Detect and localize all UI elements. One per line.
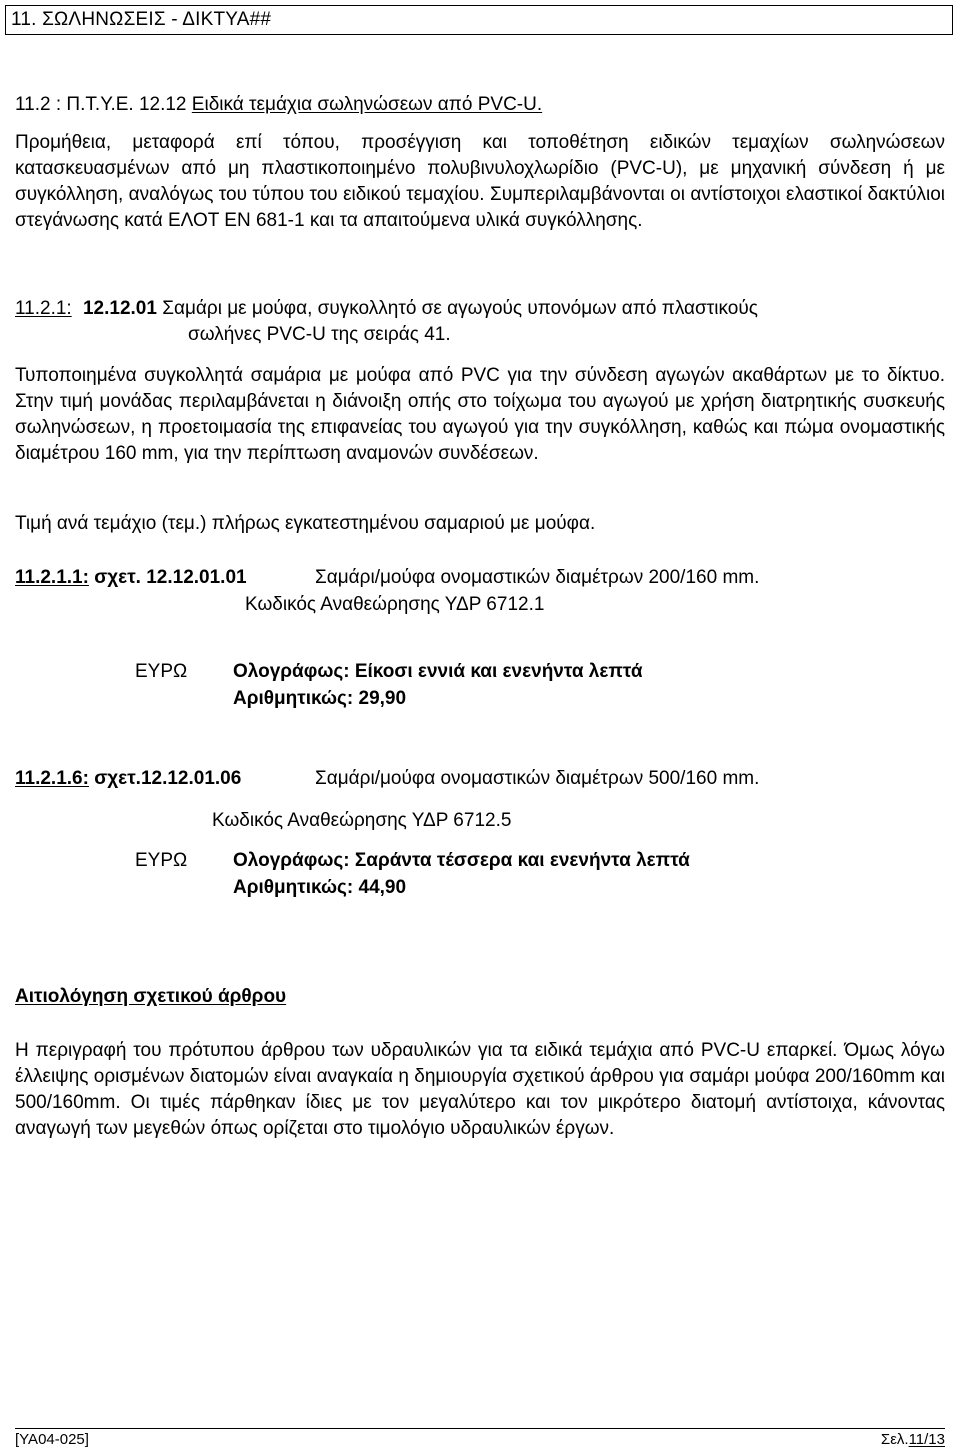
subsection-ref: 12.12.01 — [82, 298, 157, 319]
item-2-currency: ΕΥΡΩ — [135, 850, 188, 871]
justification-text: Η περιγραφή του πρότυπου άρθρου των υδραυλικών για τα ειδικά τεμάχια από PVC-U επαρκεί. Όμως λόγω έλλειψης ορισμένων διατομών είναι αναγκαία η δημιουργία σχετικού άρθρου για σαμάρι μούφα 200/160mm και 500/160mm. Οι τιμές πάρθηκαν ίδιες με τον μεγαλύτερο και τον μικρότερο διατομή αντίστοιχα, κάνοντας αναγωγή των μεγεθών όπως ορίζεται στο τιμολόγιο υδραυλικών έργων. — [15, 1040, 945, 1139]
footer-doc-code: [ΥΑ04-025] — [15, 1431, 89, 1448]
item-2-numeric-label: Αριθμητικώς: — [233, 877, 354, 898]
subsection-heading — [15, 296, 758, 322]
item-2-number: 11.2.1.6: — [15, 768, 89, 789]
chapter-title: 11. ΣΩΛΗΝΩΣΕΙΣ - ΔΙΚΤΥΑ## — [5, 5, 953, 35]
subsection-description: Τυποποιημένα συγκολλητά σαμάρια με μούφα από PVC για την σύνδεση αγωγών ακαθάρτων με το δίκτυο. Στην τιμή μονάδας περιλαμβάνεται η διάνοιξη οπής στο τοίχωμα του αγωγού με χρήση διατρητικής συσκευής σωληνώσεων, η προετοιμασία της επιφανείας του αγωγού για την συγκόλληση, καθώς και πώμα ονομαστικής διαμέτρου 160 mm, για την περίπτωση αναμονών συνδέσεων. — [15, 365, 945, 464]
subsection-title-line2: σωλήνες PVC-U της σειράς 41. — [188, 324, 451, 345]
footer-page-label: Σελ. — [880, 1431, 909, 1448]
section-heading — [15, 92, 542, 118]
item-2-heading — [15, 766, 241, 792]
item-2-words-value: Σαράντα τέσσερα και ενενήντα λεπτά — [354, 850, 690, 871]
unit-price-note: Τιμή ανά τεμάχιο (τεμ.) πλήρως εγκατεστημένου σαμαριού με μούφα. — [15, 513, 596, 534]
footer-rule — [15, 1428, 945, 1429]
footer-page-number: 11/13 — [908, 1431, 945, 1448]
item-1-currency: ΕΥΡΩ — [135, 661, 188, 682]
item-2-words — [233, 848, 690, 874]
item-2-ref: σχετ.12.12.01.06 — [94, 768, 242, 789]
item-2-words-label: Ολογράφως: — [233, 850, 350, 871]
item-2-numeric — [233, 875, 406, 901]
item-1-heading — [15, 565, 247, 591]
subsection-title-line1: Σαμάρι με μούφα, συγκολλητό σε αγωγούς υπονόμων από πλαστικούς — [162, 298, 758, 319]
item-1-numeric-label: Αριθμητικώς: — [233, 688, 354, 709]
justification-heading: Αιτιολόγηση σχετικού άρθρου — [15, 986, 287, 1007]
item-1-description: Σαμάρι/μούφα ονομαστικών διαμέτρων 200/160 mm. — [315, 567, 760, 588]
section-description: Προμήθεια, μεταφορά επί τόπου, προσέγγιση και τοποθέτηση ειδικών τεμαχίων σωληνώσεων κατασκευασμένων από μη πλαστικοποιημένο πολυβινυλοχλωρίδιο (PVC-U), με μηχανική σύνδεση ή με συγκόλληση, αναλόγως του τύπου του ειδικού τεμαχίου. Συμπεριλαμβάνονται οι αντίστοιχοι ελαστικοί δακτύλιοι στεγάνωσης κατά ΕΛΟΤ ΕΝ 681-1 και τα απαιτούμενα υλικά συγκόλλησης. — [15, 132, 945, 231]
item-1-revision-code: Κωδικός Αναθεώρησης ΥΔΡ 6712.1 — [245, 594, 545, 615]
section-title: Ειδικά τεμάχια σωληνώσεων από PVC-U. — [191, 94, 543, 115]
item-2-revision-code: Κωδικός Αναθεώρησης ΥΔΡ 6712.5 — [212, 810, 512, 831]
item-1-number: 11.2.1.1: — [15, 567, 89, 588]
footer-page — [881, 1431, 945, 1449]
item-1-words-label: Ολογράφως: — [233, 661, 350, 682]
item-2-numeric-value: 44,90 — [358, 877, 407, 898]
item-1-numeric-value: 29,90 — [358, 688, 407, 709]
item-1-words — [233, 659, 643, 685]
item-2-description: Σαμάρι/μούφα ονομαστικών διαμέτρων 500/160 mm. — [315, 768, 760, 789]
section-number: 11.2 : Π.Τ.Υ.Ε. 12.12 — [15, 94, 187, 115]
item-1-words-value: Είκοσι εννιά και ενενήντα λεπτά — [354, 661, 643, 682]
item-1-numeric — [233, 686, 406, 712]
item-1-ref: σχετ. 12.12.01.01 — [94, 567, 247, 588]
subsection-number: 11.2.1: — [15, 298, 72, 319]
